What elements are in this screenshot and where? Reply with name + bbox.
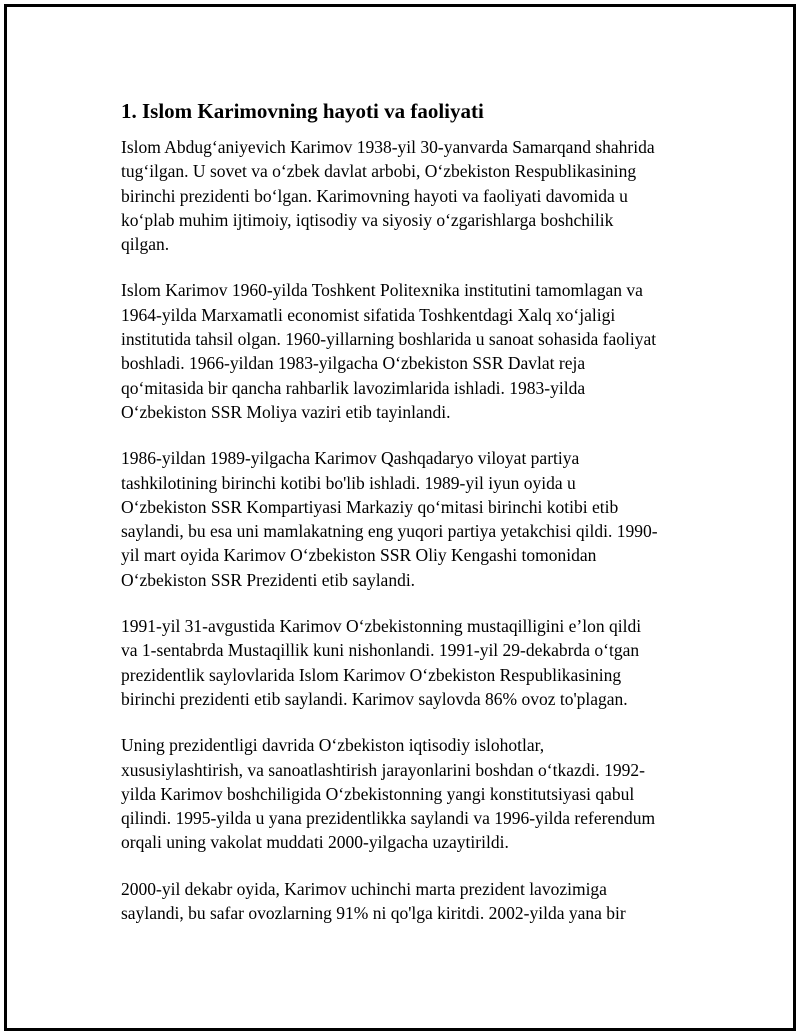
text-line: orqali uning vakolat muddati 2000-yilgacha uzaytirildi. [121,832,509,853]
text-line: boshladi. 1966-yildan 1983-yilgacha Oʻzbekiston SSR Davlat reja [121,353,586,374]
text-line: qilindi. 1995-yilda u yana prezidentlikka saylandi va 1996-yilda referendum [121,808,656,829]
text-line: 1991-yil 31-avgustida Karimov Oʻzbekistonning mustaqilligini eʼlon qildi [121,616,642,637]
text-line: xususiylashtirish, va sanoatlashtirish jarayonlarini boshdan oʻtkazdi. 1992- [121,759,645,780]
text-line: qilgan. [121,234,170,255]
text-line: Islom Karimov 1960-yilda Toshkent Politexnika institutini tamomlagan va [121,280,643,301]
paragraph-6 [121,877,693,926]
text-line: tugʻilgan. U sovet va oʻzbek davlat arbobi, Oʻzbekiston Respublikasining [121,161,637,182]
text-line: Oʻzbekiston SSR Prezidenti etib saylandi. [121,569,416,590]
text-line: tashkilotining birinchi kotibi bo'lib ishladi. 1989-yil iyun oyida u [121,472,576,493]
text-line: 2000-yil dekabr oyida, Karimov uchinchi marta prezident lavozimiga [121,878,607,899]
paragraph-3 [121,446,693,592]
page-frame [4,4,796,1031]
text-line: 1986-yildan 1989-yilgacha Karimov Qashqadaryo viloyat partiya [121,448,580,469]
text-line: Oʻzbekiston SSR Moliya vaziri etib tayinlandi. [121,401,451,422]
text-line: Islom Abdugʻaniyevich Karimov 1938-yil 30-yanvarda Samarqand shahrida [121,137,655,157]
text-line: yil mart oyida Karimov Oʻzbekiston SSR Oliy Kengashi tomonidan [121,545,597,566]
text-line: birinchi prezidenti etib saylandi. Karimov saylovda 86% ovoz to'plagan. [121,688,628,709]
text-line: prezidentlik saylovlarida Islom Karimov Oʻzbekiston Respublikasining [121,664,622,685]
text-line: 1964-yilda Marxamatli economist sifatida Toshkentdagi Xalq xoʻjaligi [121,304,616,325]
section-heading: 1. Islom Karimovning hayoti va faoliyati [121,99,484,123]
text-line: birinchi prezidenti boʻlgan. Karimovning hayoti va faoliyati davomida u [121,185,628,206]
text-line: Oʻzbekiston SSR Kompartiyasi Markaziy qoʻmitasi birinchi kotibi etib [121,496,619,517]
paragraph-1 [121,135,693,256]
text-line: saylandi, bu safar ovozlarning 91% ni qo'lga kiritdi. 2002-yilda yana bir [121,903,626,924]
text-line: saylandi, bu esa uni mamlakatning eng yuqori partiya yetakchisi qildi. 1990- [121,521,658,542]
text-line: va 1-sentabrda Mustaqillik kuni nishonlandi. 1991-yil 29-dekabrda oʻtgan [121,640,640,661]
text-line: qoʻmitasida bir qancha rahbarlik lavozimlarida ishladi. 1983-yilda [121,377,586,398]
text-line: Uning prezidentligi davrida Oʻzbekiston iqtisodiy islohotlar, [121,735,545,756]
paragraph-2 [121,278,693,424]
text-line: institutida tahsil olgan. 1960-yillarning boshlarida u sanoat sohasida faoliyat [121,329,657,350]
paragraph-4 [121,614,693,711]
text-line: koʻplab muhim ijtimoiy, iqtisodiy va siyosiy oʻzgarishlarga boshchilik [121,209,614,230]
paragraph-5 [121,733,693,854]
document-body [121,97,693,947]
text-line: yilda Karimov boshchiligida Oʻzbekistonning yangi konstitutsiyasi qabul [121,783,635,804]
